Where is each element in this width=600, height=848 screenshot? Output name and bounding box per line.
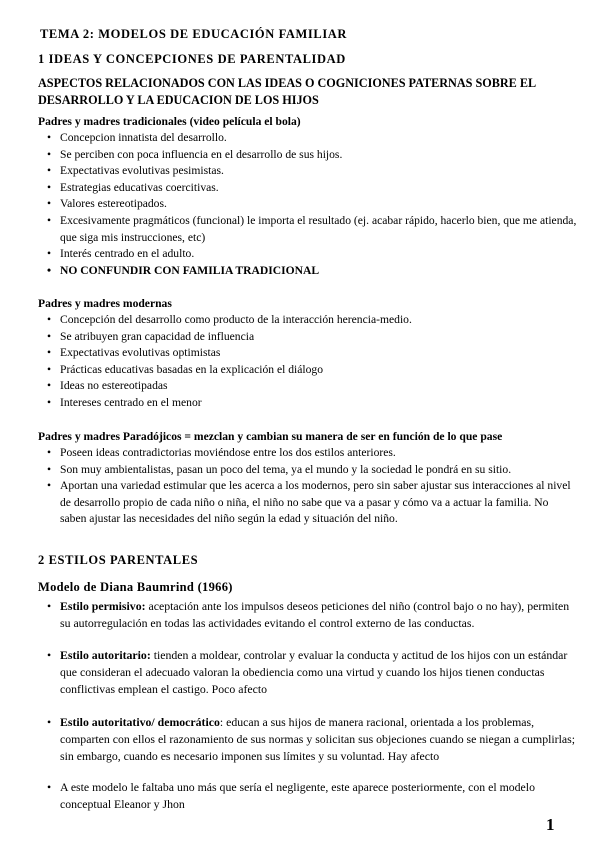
style-text: : educan a sus hijos de manera racional, orientada a los problemas, comparten con ellos el razonamiento de sus normas y solicitan sus objeciones cuando se niegan a cumplirlas; sin embargo, cuando es necesario imponen sus límites y su voluntad. Hay afecto: [60, 715, 575, 763]
list-item: • Ideas no estereotipadas: [32, 378, 577, 395]
model-heading: Modelo de Diana Baumrind (1966): [38, 580, 233, 594]
page-number: 1: [546, 815, 555, 834]
list-item: • Se atribuyen gran capacidad de influencia: [32, 329, 577, 346]
list-item: • Concepción del desarrollo como producto de la interacción herencia-medio.: [32, 312, 577, 329]
style-item-permissive: [32, 598, 577, 632]
list-item: • Son muy ambientalistas, pasan un poco del tema, ya el mundo y la sociedad le pondrá en su sitio.: [32, 462, 577, 479]
list-item: • Intereses centrado en el menor: [32, 395, 577, 412]
aspects-heading: [38, 75, 578, 109]
list-item: • Expectativas evolutivas optimistas: [32, 345, 577, 362]
aspects-heading-line1: ASPECTOS RELACIONADOS CON LAS IDEAS O COGNICIONES PATERNAS SOBRE EL: [38, 76, 537, 90]
aspects-heading-line2: DESARROLLO Y LA EDUCACION DE LOS HIJOS: [38, 93, 319, 107]
paradoxical-list: [32, 445, 577, 528]
modern-list: [32, 312, 577, 412]
style-item-democratic: [32, 714, 577, 764]
list-item: • Poseen ideas contradictorias moviéndose entre los dos estilos anteriores.: [32, 445, 577, 462]
document-title: TEMA 2: MODELOS DE EDUCACIÓN FAMILIAR: [40, 27, 348, 41]
list-item: • Excesivamente pragmáticos (funcional) le importa el resultado (ej. acabar rápido, hacerlo bien, que me atienda, que siga mis instrucciones, etc): [32, 213, 577, 246]
list-item: • Expectativas evolutivas pesimistas.: [32, 163, 577, 180]
traditional-list: [32, 130, 577, 279]
section1-heading: 1 IDEAS Y CONCEPCIONES DE PARENTALIDAD: [38, 52, 346, 66]
style-term: Estilo permisivo:: [60, 599, 146, 613]
list-item: • Aportan una variedad estimular que les acerca a los modernos, pero sin saber ajustar sus interacciones al nivel de desarrollo propio de cada niño o niña, el niño no sabe que va a pasar y cómo va a actuar la familia. No saben ajustar las necesidades del niño según la edad y situación del niño.: [32, 478, 577, 528]
list-item: • NO CONFUNDIR CON FAMILIA TRADICIONAL: [32, 263, 577, 280]
list-item: • Estrategias educativas coercitivas.: [32, 180, 577, 197]
list-item: • Se perciben con poca influencia en el desarrollo de sus hijos.: [32, 147, 577, 164]
list-item: • Concepcion innatista del desarrollo.: [32, 130, 577, 147]
note-item: • A este modelo le faltaba uno más que sería el negligente, este aparece posteriormente, con el modelo conceptual Eleanor y Jhon: [32, 779, 577, 813]
style-term: Estilo autoritativo/ democrático: [60, 715, 220, 729]
style-item-authoritarian: [32, 647, 577, 697]
list-item: • Interés centrado en el adulto.: [32, 246, 577, 263]
style-text: tienden a moldear, controlar y evaluar la conducta y actitud de los hijos con un estándar que consideran el adecuado valoran la obediencia como una virtud y cuando los hijos tienen conductas conflictivas emplean el castigo. Poco afecto: [60, 648, 568, 696]
list-item: • Prácticas educativas basadas en la explicación el diálogo: [32, 362, 577, 379]
style-term: Estilo autoritario:: [60, 648, 151, 662]
traditional-heading: Padres y madres tradicionales (video película el bola): [38, 115, 301, 128]
modern-heading: Padres y madres modernas: [38, 297, 172, 310]
styles-list: [32, 598, 577, 632]
note-list: [32, 779, 577, 813]
styles-list-3: [32, 714, 577, 764]
style-text: aceptación ante los impulsos deseos peticiones del niño (control bajo o no hay), permiten su autorregulación en todas las actividades evitando el control externo de las conductas.: [60, 599, 570, 630]
paradoxical-heading: Padres y madres Paradójicos = mezclan y cambian su manera de ser en función de lo que pase: [38, 430, 503, 443]
list-item: • Valores estereotipados.: [32, 196, 577, 213]
styles-list-2: [32, 647, 577, 697]
section2-heading: 2 ESTILOS PARENTALES: [38, 553, 199, 567]
